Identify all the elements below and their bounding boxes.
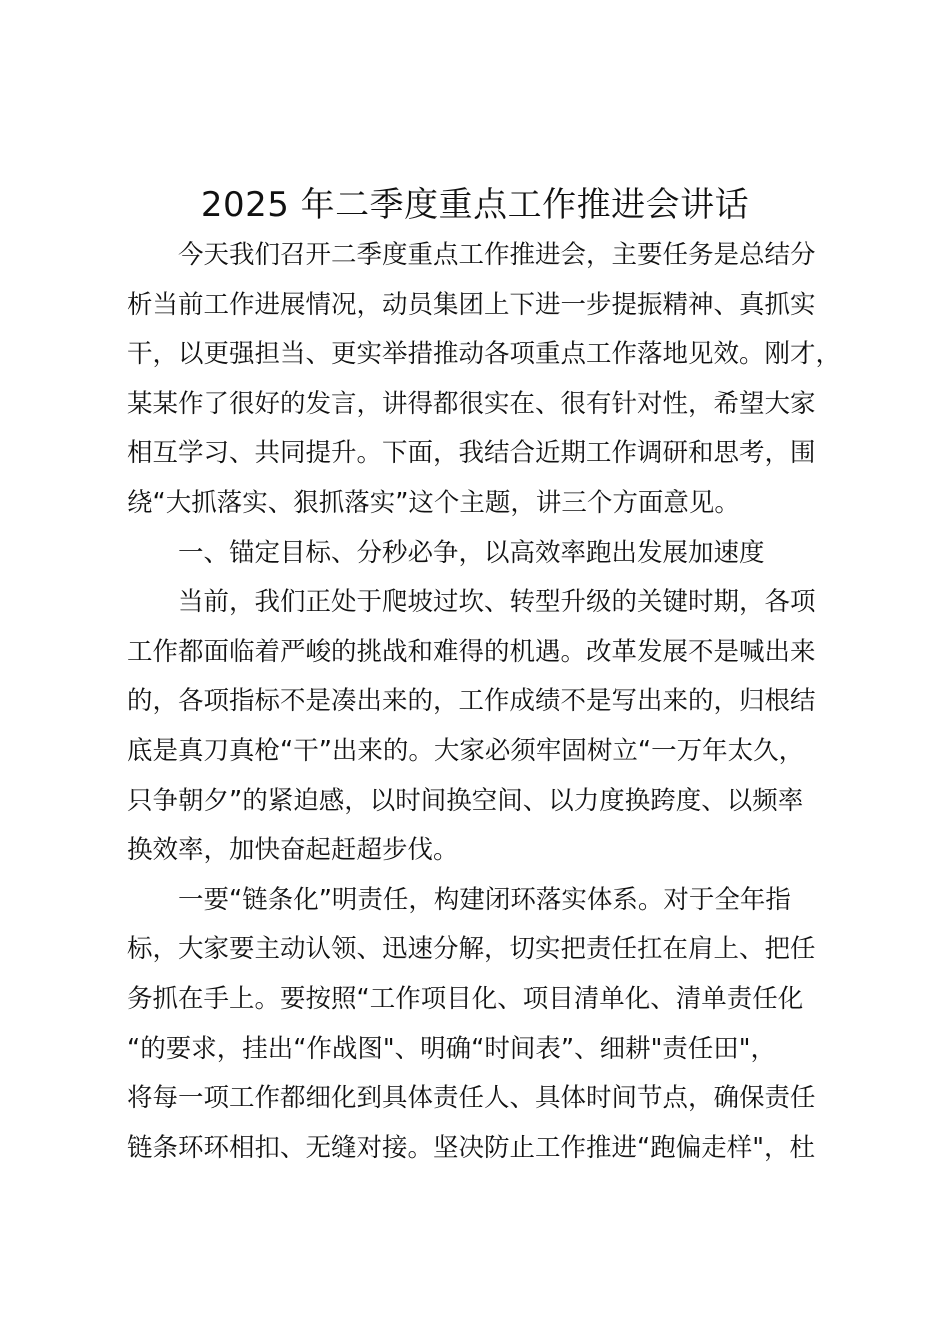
paragraph-line: 标，大家要主动认领、迅速分解，切实把责任扛在肩上、把任 (127, 934, 816, 965)
paragraph-line: 相互学习、共同提升。下面，我结合近期工作调研和思考，围 (127, 438, 816, 469)
paragraph-line: 今天我们召开二季度重点工作推进会，主要任务是总结分 (178, 240, 816, 270)
paragraph-line: 只争朝夕”的紧迫感，以时间换空间、以力度换跨度、以频率 (127, 785, 804, 816)
paragraph-line: 绕“大抓落实、狠抓落实”这个主题，讲三个方面意见。 (127, 487, 740, 518)
paragraph-line: “的要求，挂出“作战图"、明确“时间表”、细耕"责任田"， (127, 1033, 777, 1064)
section-heading: 一、锚定目标、分秒必争，以高效率跑出发展加速度 (178, 537, 765, 568)
paragraph-line: 链条环环相扣、无缝对接。坚决防止工作推进“跑偏走样"，杜 (127, 1132, 815, 1163)
document-body (127, 231, 867, 1173)
paragraph-line: 一要“链条化”明责任，构建闭环落实体系。对于全年指 (178, 884, 791, 915)
document-title: 2025 年二季度重点工作推进会讲话 (200, 185, 750, 225)
paragraph-line: 将每一项工作都细化到具体责任人、具体时间节点，确保责任 (127, 1083, 816, 1114)
paragraph-line: 务抓在手上。要按照“工作项目化、项目清单化、清单责任化 (127, 983, 804, 1014)
paragraph-line: 析当前工作进展情况，动员集团上下进一步提振精神、真抓实 (127, 289, 816, 320)
paragraph-line: 当前，我们正处于爬坡过坎、转型升级的关键时期，各项 (178, 587, 816, 618)
paragraph-line: 某某作了很好的发言，讲得都很实在、很有针对性，希望大家 (127, 388, 816, 419)
paragraph-line: 工作都面临着严峻的挑战和难得的机遇。改革发展不是喊出来 (127, 636, 816, 667)
paragraph-line: 的，各项指标不是凑出来的，工作成绩不是写出来的，归根结 (127, 686, 816, 717)
paragraph-line: 干，以更强担当、更实举措推动各项重点工作落地见效。刚才， (127, 339, 842, 370)
paragraph-line: 换效率，加快奋起赶超步伐。 (127, 835, 459, 866)
paragraph-line: 底是真刀真枪“干”出来的。大家必须牢固树立“一万年太久， (127, 735, 805, 766)
